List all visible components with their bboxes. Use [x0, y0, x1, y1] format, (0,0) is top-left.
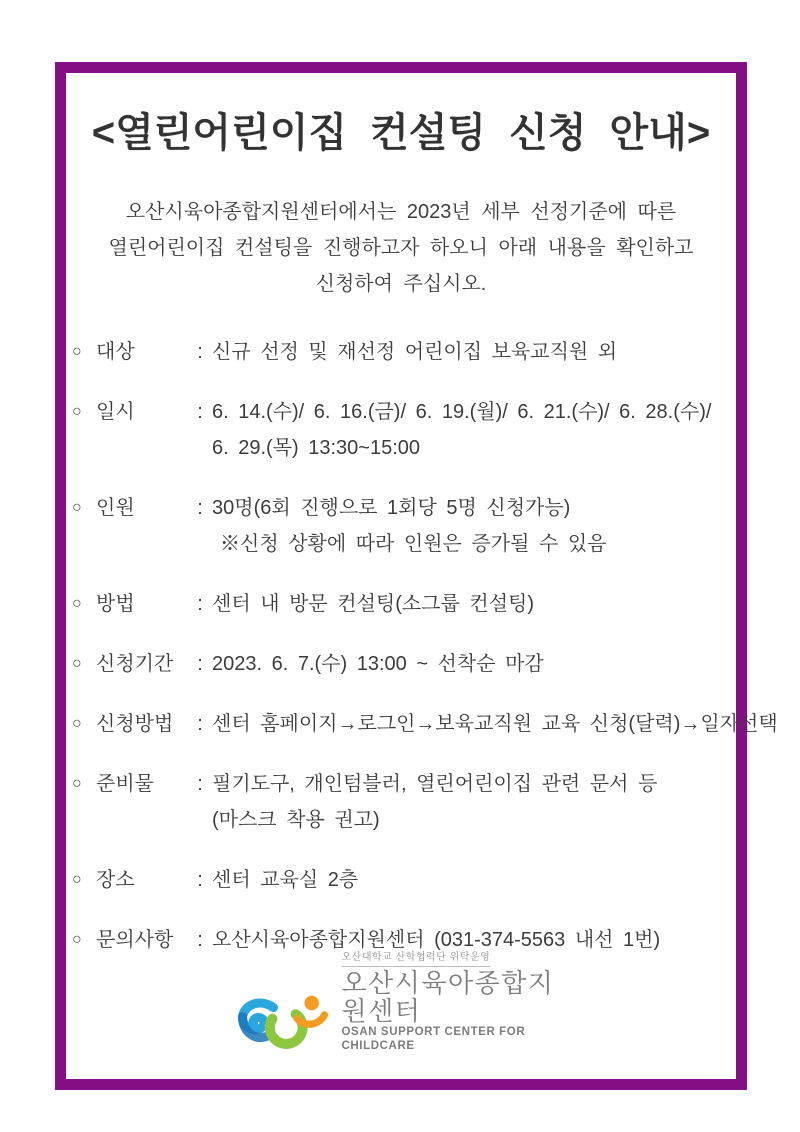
list-item-application-method	[72, 706, 778, 742]
intro-line: 오산시육아종합지원센터에서는 2023년 세부 선정기준에 따른	[125, 201, 677, 223]
item-value: 필기도구, 개인텀블러, 열린어린이집 관련 문서 등 (마스크 착용 권고)	[212, 773, 658, 831]
item-label: 방법	[96, 593, 135, 615]
intro-line: 열린어린이집 컨설팅을 진행하고자 하오니 아래 내용을 확인하고	[108, 237, 694, 259]
circle-bullet-icon: ○	[72, 343, 82, 360]
item-label: 인원	[96, 497, 135, 519]
item-colon: :	[197, 929, 203, 951]
list-item-location	[72, 862, 732, 898]
item-label: 장소	[96, 869, 135, 891]
item-value: 센터 홈페이지→로그인→보육교직원 교육 신청(달력)→일자선택	[212, 713, 778, 735]
item-colon: :	[197, 401, 203, 423]
item-value: 신규 선정 및 재선정 어린이집 보육교직원 외	[212, 341, 618, 363]
item-colon: :	[197, 341, 203, 363]
item-label: 일시	[96, 401, 135, 423]
item-value: 오산시육아종합지원센터 (031-374-5563 내선 1번)	[212, 929, 661, 951]
circle-bullet-icon: ○	[72, 715, 82, 732]
circle-bullet-icon: ○	[72, 499, 82, 516]
circle-bullet-icon: ○	[72, 775, 82, 792]
item-colon: :	[197, 713, 203, 735]
circle-bullet-icon: ○	[72, 931, 82, 948]
item-label: 문의사항	[96, 929, 174, 951]
item-colon: :	[197, 773, 203, 795]
logo-text-block	[342, 948, 569, 1055]
item-colon: :	[197, 869, 203, 891]
list-item-application-period	[72, 646, 732, 682]
circle-bullet-icon: ○	[72, 871, 82, 888]
logo-name-english: OSAN SUPPORT CENTER FOR CHILDCARE	[341, 1026, 526, 1052]
osan-center-logo-icon	[234, 991, 334, 1055]
item-value: 30명(6회 진행으로 1회당 5명 신청가능) ※신청 상황에 따라 인원은 증가될 수 있음	[212, 490, 732, 562]
item-label: 신청방법	[96, 713, 174, 735]
list-item-capacity	[72, 490, 732, 562]
intro-line: 신청하여 주십시오.	[315, 273, 487, 295]
item-value: 2023. 6. 7.(수) 13:00 ~ 선착순 마감	[212, 653, 544, 675]
info-list	[66, 334, 778, 958]
item-label: 대상	[96, 341, 135, 363]
logo-tagline: 오산대학교 산학협력단 위탁운영	[342, 948, 491, 967]
item-colon: :	[197, 593, 203, 615]
item-value: 센터 내 방문 컨설팅(소그룹 컨설팅)	[212, 593, 535, 615]
logo-name-korean: 오산시육아종합지원센터	[341, 968, 555, 1026]
circle-bullet-icon: ○	[72, 403, 82, 420]
organization-logo	[234, 948, 569, 1055]
page-title: <열린어린이집 컨설팅 신청 안내>	[91, 111, 711, 155]
item-colon: :	[197, 497, 203, 519]
circle-bullet-icon: ○	[72, 655, 82, 672]
document-border-frame	[55, 62, 778, 1090]
list-item-supplies	[72, 766, 732, 838]
item-value: 센터 교육실 2층	[212, 869, 359, 891]
circle-bullet-icon: ○	[72, 595, 82, 612]
list-item-target	[72, 334, 732, 370]
list-item-method	[72, 586, 732, 622]
item-colon: :	[197, 653, 203, 675]
item-note: ※신청 상황에 따라 인원은 증가될 수 있음	[220, 533, 607, 555]
item-value: 6. 14.(수)/ 6. 16.(금)/ 6. 19.(월)/ 6. 21.(수)/ 6. 28.(수)/ 6. 29.(목) 13:30~15:00	[212, 401, 712, 459]
list-item-datetime	[72, 394, 732, 466]
intro-paragraph	[66, 194, 736, 302]
item-label: 준비물	[96, 773, 154, 795]
item-label: 신청기간	[96, 653, 174, 675]
